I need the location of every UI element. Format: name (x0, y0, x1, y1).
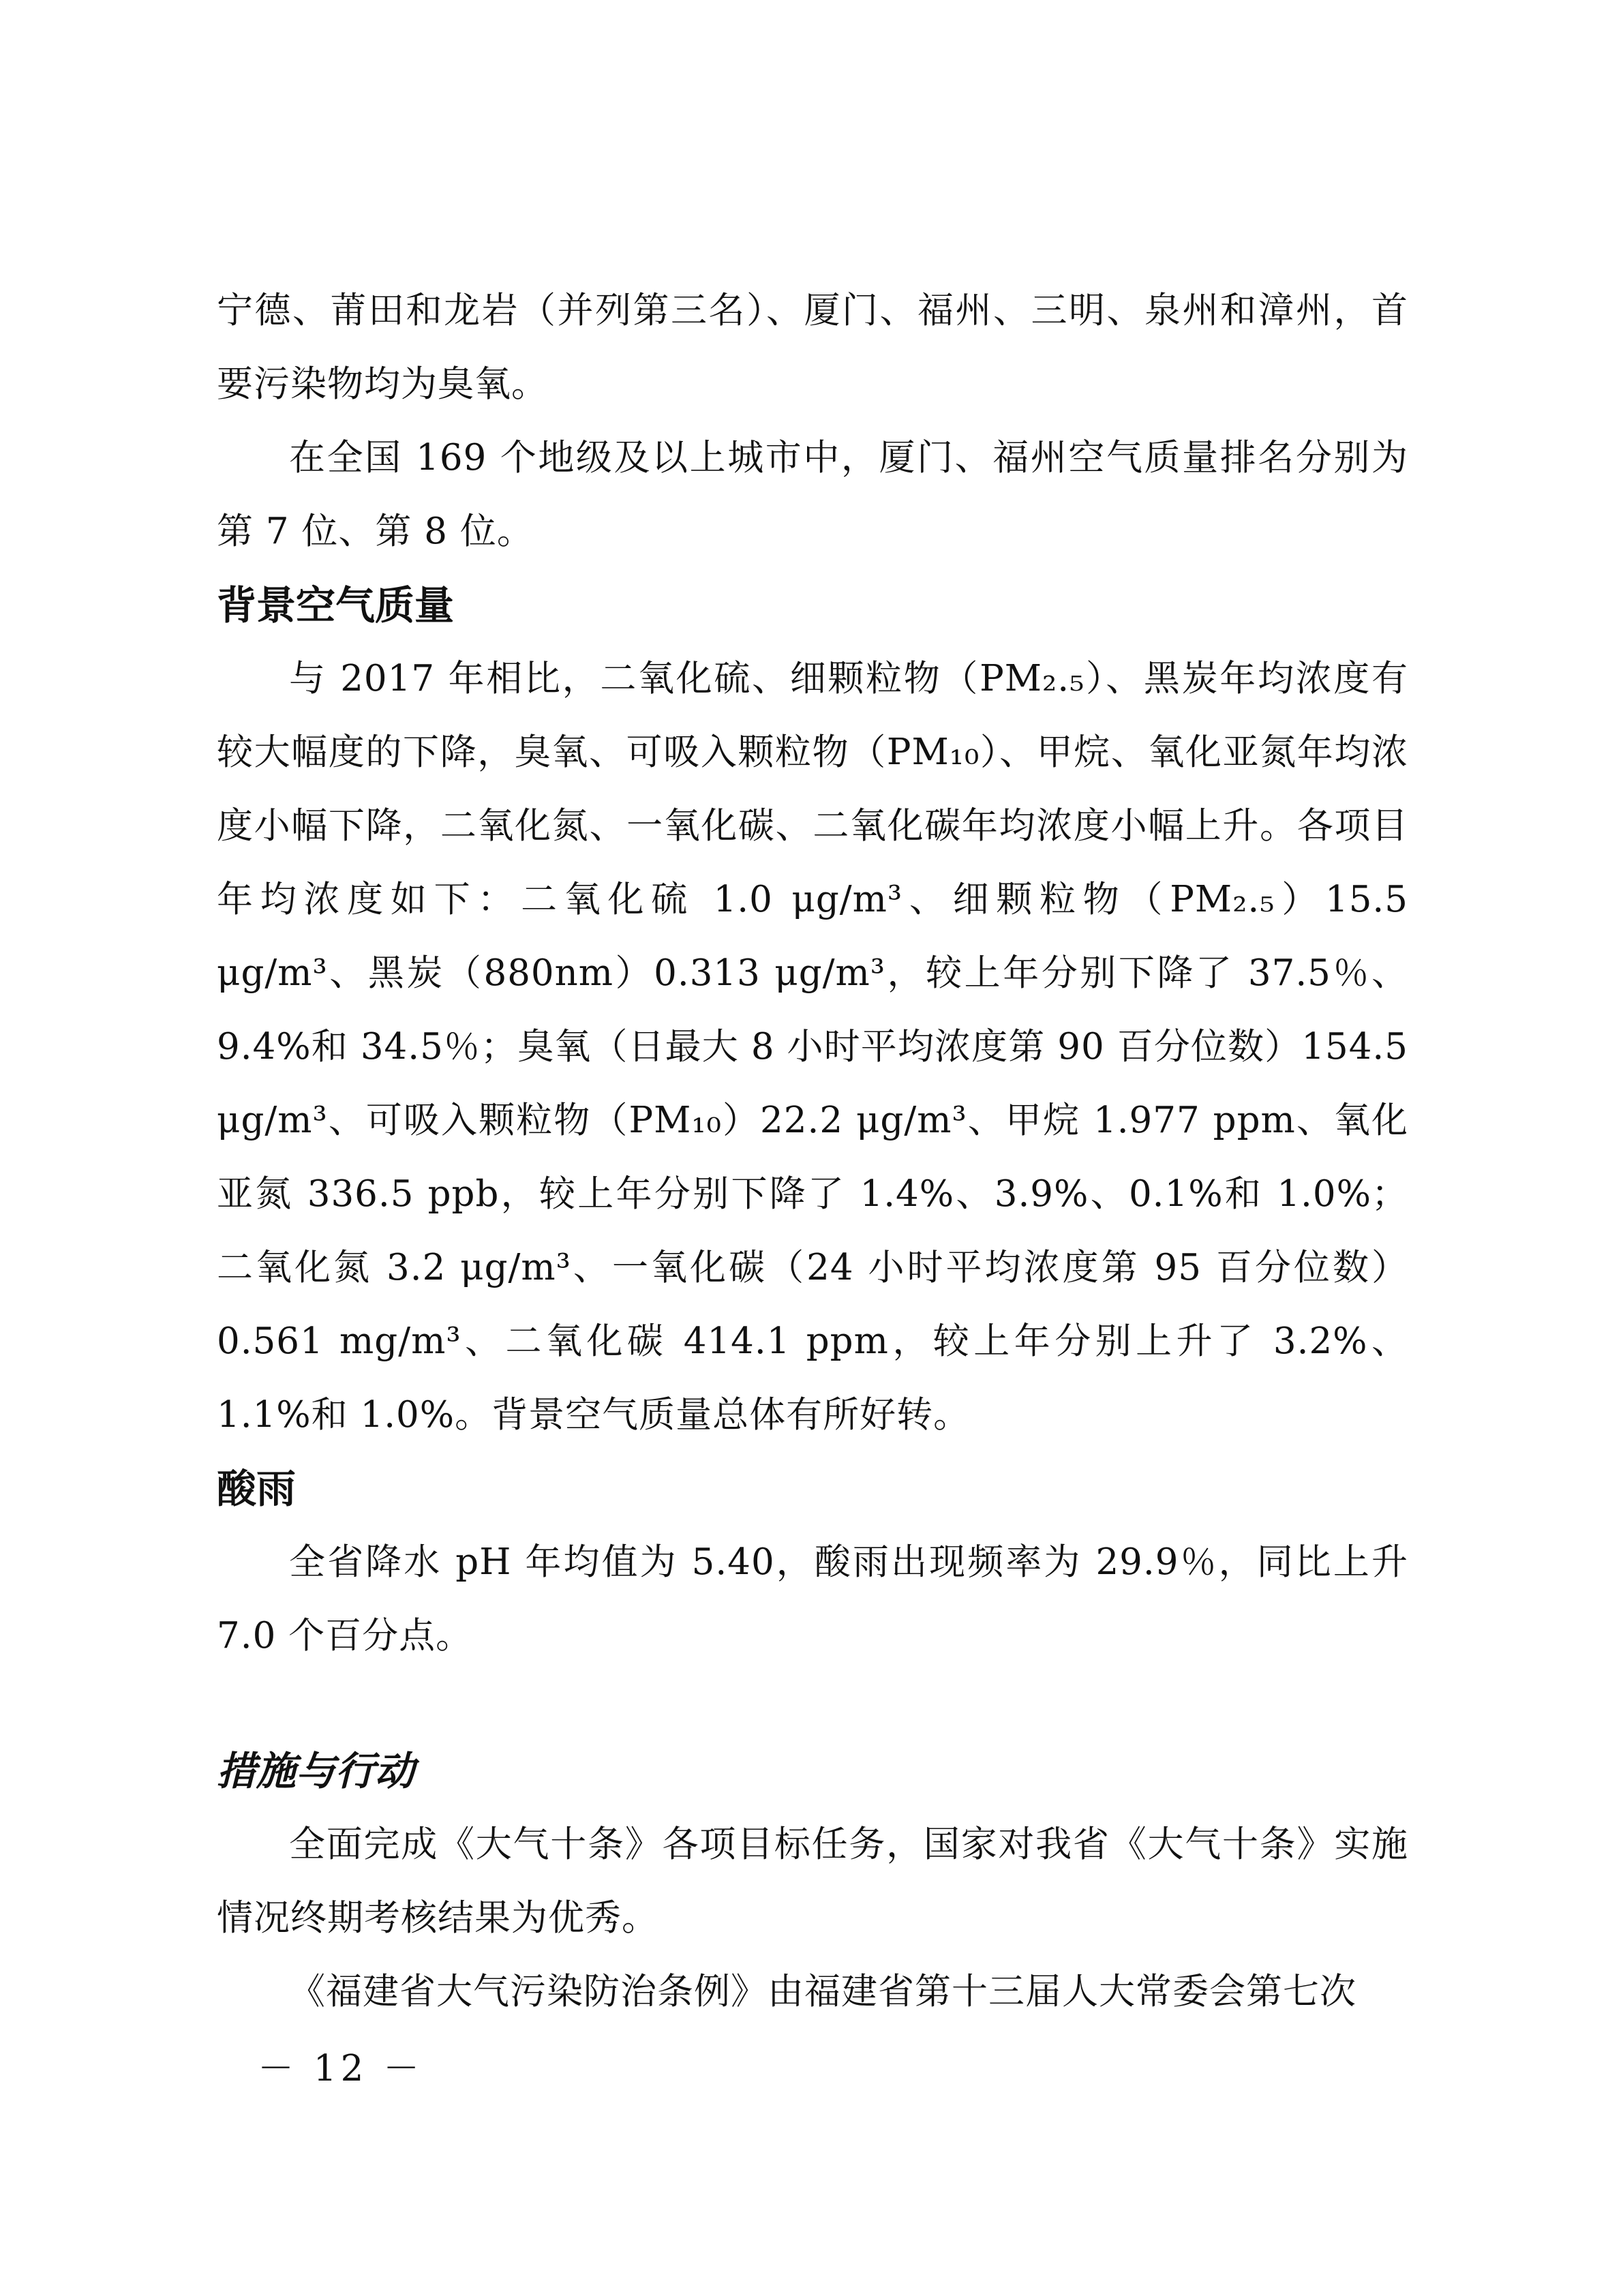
section-heading-measures: 措施与行动 (217, 1748, 415, 1794)
page-content (217, 274, 1408, 2029)
paragraph-national-ranking: 在全国 169 个地级及以上城市中，厦门、福州空气质量排名分别为第 7 位、第 8 位。 (217, 437, 1408, 552)
section-heading-background-air: 背景空气质量 (217, 582, 455, 629)
page-number: － 12 － (258, 2048, 424, 2089)
paragraph-city-ranking-continued: 宁德、莆田和龙岩（并列第三名）、厦门、福州、三明、泉州和漳州，首要污染物均为臭氧。 (217, 290, 1408, 405)
paragraph-background-air-quality: 与 2017 年相比，二氧化硫、细颗粒物（PM₂.₅）、黑炭年均浓度有较大幅度的下降，臭氧、可吸入颗粒物（PM₁₀）、甲烷、氧化亚氮年均浓度小幅下降，二氧化氮、一氧化碳、二氧化碳年均浓度小幅上升。各项目年均浓度如下：二氧化硫 1.0 μg/m³、细颗粒物（PM₂.₅）15.5 μg/m³、黑炭（880nm）0.313 μg/m³，较上年分别下降了 37.5％、9.4%和 34.5％；臭氧（日最大 8 小时平均浓度第 90 百分位数）154.5 μg/m³、可吸入颗粒物（PM₁₀）22.2 μg/m³、甲烷 1.977 ppm、氧化亚氮 336.5 ppb，较上年分别下降了 1.4%、3.9%、0.1%和 1.0%；二氧化氮 3.2 μg/m³、一氧化碳（24 小时平均浓度第 95 百分位数）0.561 mg/m³、二氧化碳 414.1 ppm，较上年分别上升了 3.2%、1.1%和 1.0%。背景空气质量总体有所好转。 (217, 658, 1408, 1436)
paragraph-measures-regulation: 《福建省大气污染防治条例》由福建省第十三届人大常委会第七次 (289, 1971, 1356, 2012)
paragraph-acid-rain: 全省降水 pH 年均值为 5.40，酸雨出现频率为 29.9％，同比上升 7.0 个百分点。 (217, 1541, 1408, 1657)
section-heading-acid-rain: 酸雨 (217, 1466, 297, 1512)
paragraph-measures-targets: 全面完成《大气十条》各项目标任务，国家对我省《大气十条》实施情况终期考核结果为优秀。 (217, 1824, 1408, 1939)
